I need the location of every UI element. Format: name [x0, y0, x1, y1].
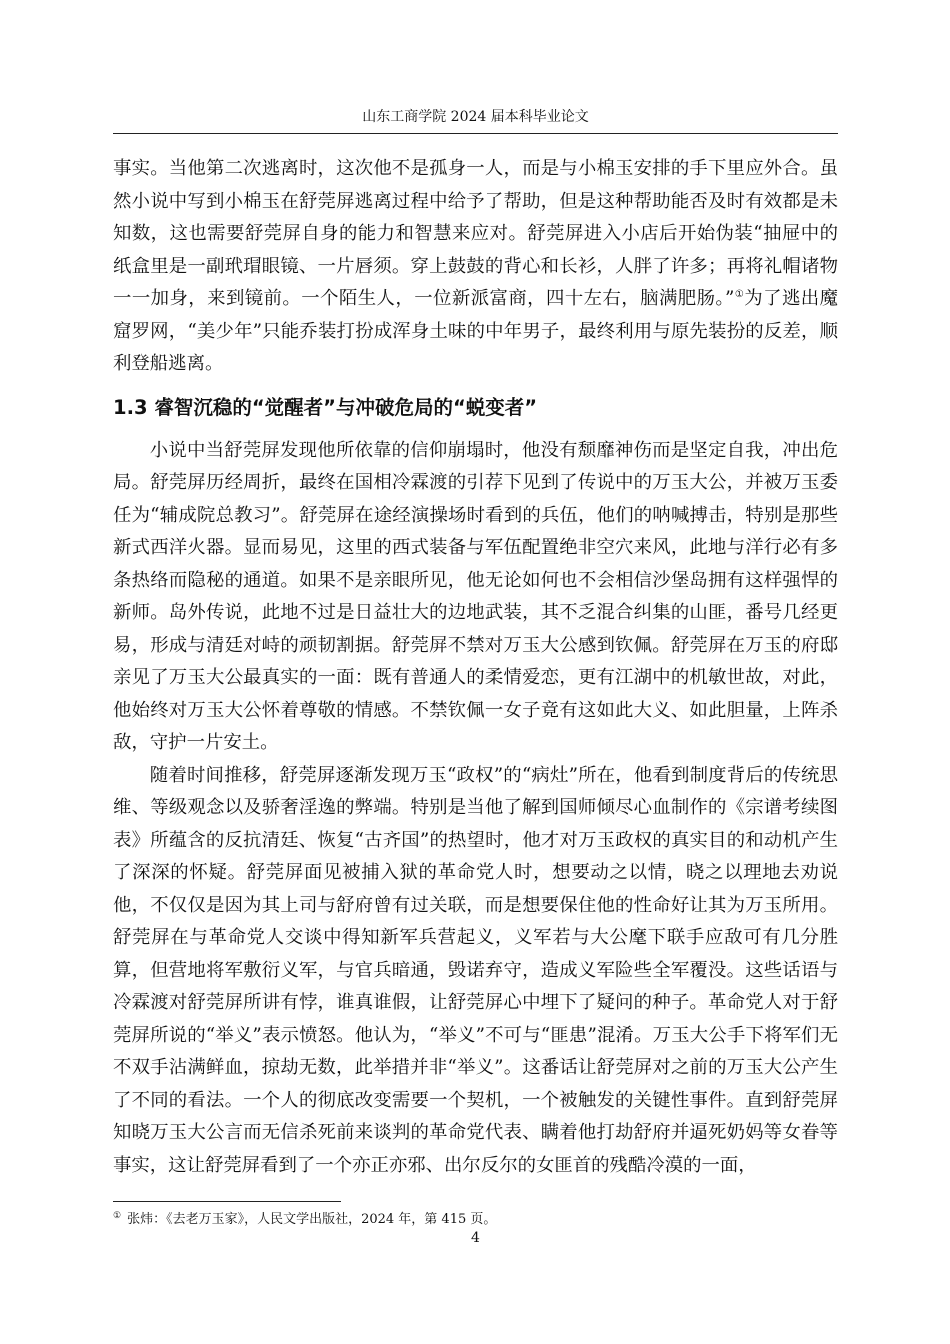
paragraph-continued — [113, 153, 838, 381]
page-body — [113, 153, 838, 1182]
footnote-divider — [113, 1201, 341, 1202]
running-header — [113, 107, 838, 134]
paragraph: 小说中当舒莞屏发现他所依靠的信仰崩塌时，他没有颓靡神伤而是坚定自我，冲出危局。舒莞屏历经周折，最终在国相冷霖渡的引荐下见到了传说中的万玉大公，并被万玉委任为“辅成院总教习”。舒莞屏在途经演操场时看到的兵伍，他们的呐喊搏击，特别是那些新式西洋火器。显而易见，这里的西式装备与军伍配置绝非空穴来风，此地与洋行必有多条热络而隐秘的通道。如果不是亲眼所见，他无论如何也不会相信沙堡岛拥有这样强悍的新师。岛外传说，此地不过是日益壮大的边地武装，其不乏混合纠集的山匪，番号几经更易，形成与清廷对峙的顽韧割据。舒莞屏不禁对万玉大公感到钦佩。舒莞屏在万玉的府邸亲见了万玉大公最真实的一面：既有普通人的柔情爱恋，更有江湖中的机敏世故，对此，他始终对万玉大公怀着尊敬的情感。不禁钦佩一女子竟有这如此大义、如此胆量，上阵杀敌，守护一片安土。 — [113, 439, 838, 753]
running-header-text: 山东工商学院 2024 届本科毕业论文 — [362, 109, 589, 125]
page-number: 4 — [471, 1230, 480, 1246]
footnote-reference[interactable]: ① — [734, 288, 745, 300]
paragraph: 随着时间推移，舒莞屏逐渐发现万玉“政权”的“病灶”所在，他看到制度背后的传统思维、等级观念以及骄奢淫逸的弊端。特别是当他了解到国师倾尽心血制作的《宗谱考续图表》所蕴含的反抗清廷、恢复“古齐国”的热望时，他才对万玉政权的真实目的和动机产生了深深的怀疑。舒莞屏面见被捕入狱的革命党人时，想要动之以情，晓之以理地去劝说他，不仅仅是因为其上司与舒府曾有过关联，而是想要保住他的性命好让其为万玉所用。舒莞屏在与革命党人交谈中得知新军兵营起义，义军若与大公麾下联手应敌可有几分胜算，但营地将军敷衍义军，与官兵暗通，毁诺弃守，造成义军险些全军覆没。这些话语与冷霖渡对舒莞屏所讲有悖，谁真谁假，让舒莞屏心中埋下了疑问的种子。革命党人对于舒莞屏所说的“举义”表示愤怒。他认为，“举义”不可与“匪患”混淆。万玉大公手下将军们无不双手沾满鲜血，掠劫无数，此举措并非“举义”。这番话让舒莞屏对之前的万玉大公产生了不同的看法。一个人的彻底改变需要一个契机，一个被触发的关键性事件。直到舒莞屏知晓万玉大公言而无信杀死前来谈判的革命党代表、瞒着他打劫舒府并逼死奶妈等女眷等事实，这让舒莞屏看到了一个亦正亦邪、出尔反尔的女匪首的残酷冷漠的一面， — [113, 764, 838, 1176]
section-heading: 1.3 睿智沉稳的“觉醒者”与冲破危局的“蜕变者” — [113, 395, 538, 419]
paragraph-text: 事实。当他第二次逃离时，这次他不是孤身一人，而是与小棉玉安排的手下里应外合。虽然小说中写到小棉玉在舒莞屏逃离过程中给予了帮助，但是这种帮助能否及时有效都是未知数，这也需要舒莞屏自身的能力和智慧来应对。舒莞屏进入小店后开始伪装“抽屉中的纸盒里是一副玳瑁眼镜、一片唇须。穿上鼓鼓的背心和长衫，人胖了许多；再将礼帽诸物一一加身，来到镜前。一个陌生人，一位新派富商，四十左右，脑满肥肠。” — [113, 158, 838, 309]
footnote-text: 张炜：《去老万玉家》，人民文学出版社，2024 年，第 415 页。 — [127, 1212, 497, 1227]
footnote-mark: ① — [113, 1210, 122, 1221]
paragraph-text: 为了逃出魔窟罗网，“美少年”只能乔装打扮成浑身土味的中年男子，最终利用与原先装扮的反差，顺利登船逃离。 — [113, 288, 838, 374]
footnote — [113, 1211, 838, 1229]
